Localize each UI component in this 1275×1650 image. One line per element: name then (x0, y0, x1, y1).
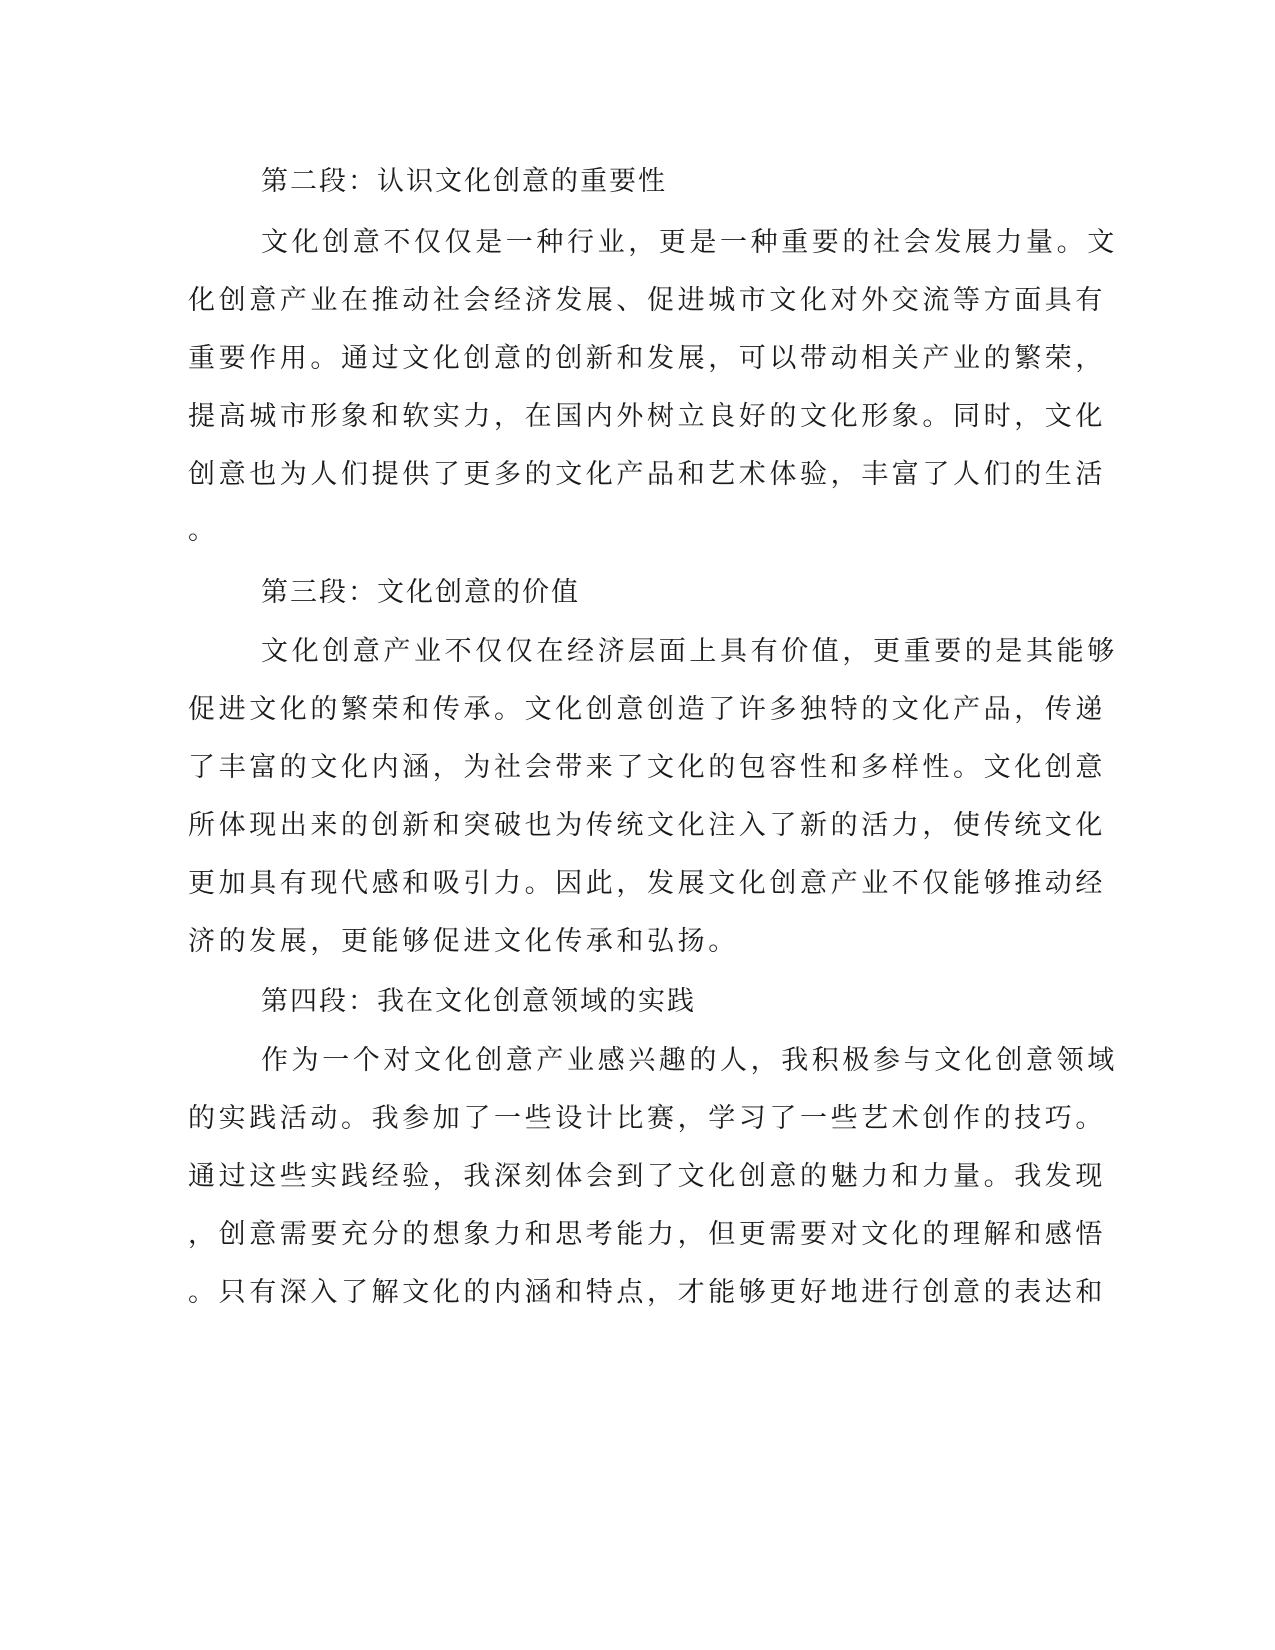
paragraph-line: 更加具有现代感和吸引力。因此，发展文化创意产业不仅能够推动经 (188, 868, 1106, 899)
paragraph-line: 的实践活动。我参加了一些设计比赛，学习了一些艺术创作的技巧。 (188, 1103, 1106, 1134)
paragraph-line: 文化创意不仅仅是一种行业，更是一种重要的社会发展力量。文 (261, 227, 1118, 258)
paragraph-line: 文化创意产业不仅仅在经济层面上具有价值，更重要的是其能够 (261, 636, 1118, 667)
section-heading-4: 第四段：我在文化创意领域的实践 (261, 986, 696, 1017)
paragraph-line: 了丰富的文化内涵，为社会带来了文化的包容性和多样性。文化创意 (188, 752, 1106, 783)
paragraph-line: 。 (188, 515, 219, 546)
paragraph-line: 促进文化的繁荣和传承。文化创意创造了许多独特的文化产品，传递 (188, 694, 1106, 725)
paragraph-line: 化创意产业在推动社会经济发展、促进城市文化对外交流等方面具有 (188, 285, 1106, 316)
section-heading-3: 第三段：文化创意的价值 (261, 577, 580, 608)
paragraph-line: 提高城市形象和软实力，在国内外树立良好的文化形象。同时，文化 (188, 401, 1106, 432)
paragraph-line: 重要作用。通过文化创意的创新和发展，可以带动相关产业的繁荣， (188, 343, 1106, 374)
section-heading-2: 第二段：认识文化创意的重要性 (261, 166, 667, 197)
paragraph-line: 通过这些实践经验，我深刻体会到了文化创意的魅力和力量。我发现 (188, 1161, 1106, 1192)
paragraph-line: 济的发展，更能够促进文化传承和弘扬。 (188, 926, 739, 957)
paragraph-line: 作为一个对文化创意产业感兴趣的人，我积极参与文化创意领域 (261, 1045, 1118, 1076)
paragraph-line: 所体现出来的创新和突破也为传统文化注入了新的活力，使传统文化 (188, 810, 1106, 841)
paragraph-line: 。只有深入了解文化的内涵和特点，才能够更好地进行创意的表达和 (188, 1277, 1106, 1308)
paragraph-line: 创意也为人们提供了更多的文化产品和艺术体验，丰富了人们的生活 (188, 459, 1106, 490)
paragraph-line: ，创意需要充分的想象力和思考能力，但更需要对文化的理解和感悟 (188, 1219, 1106, 1250)
